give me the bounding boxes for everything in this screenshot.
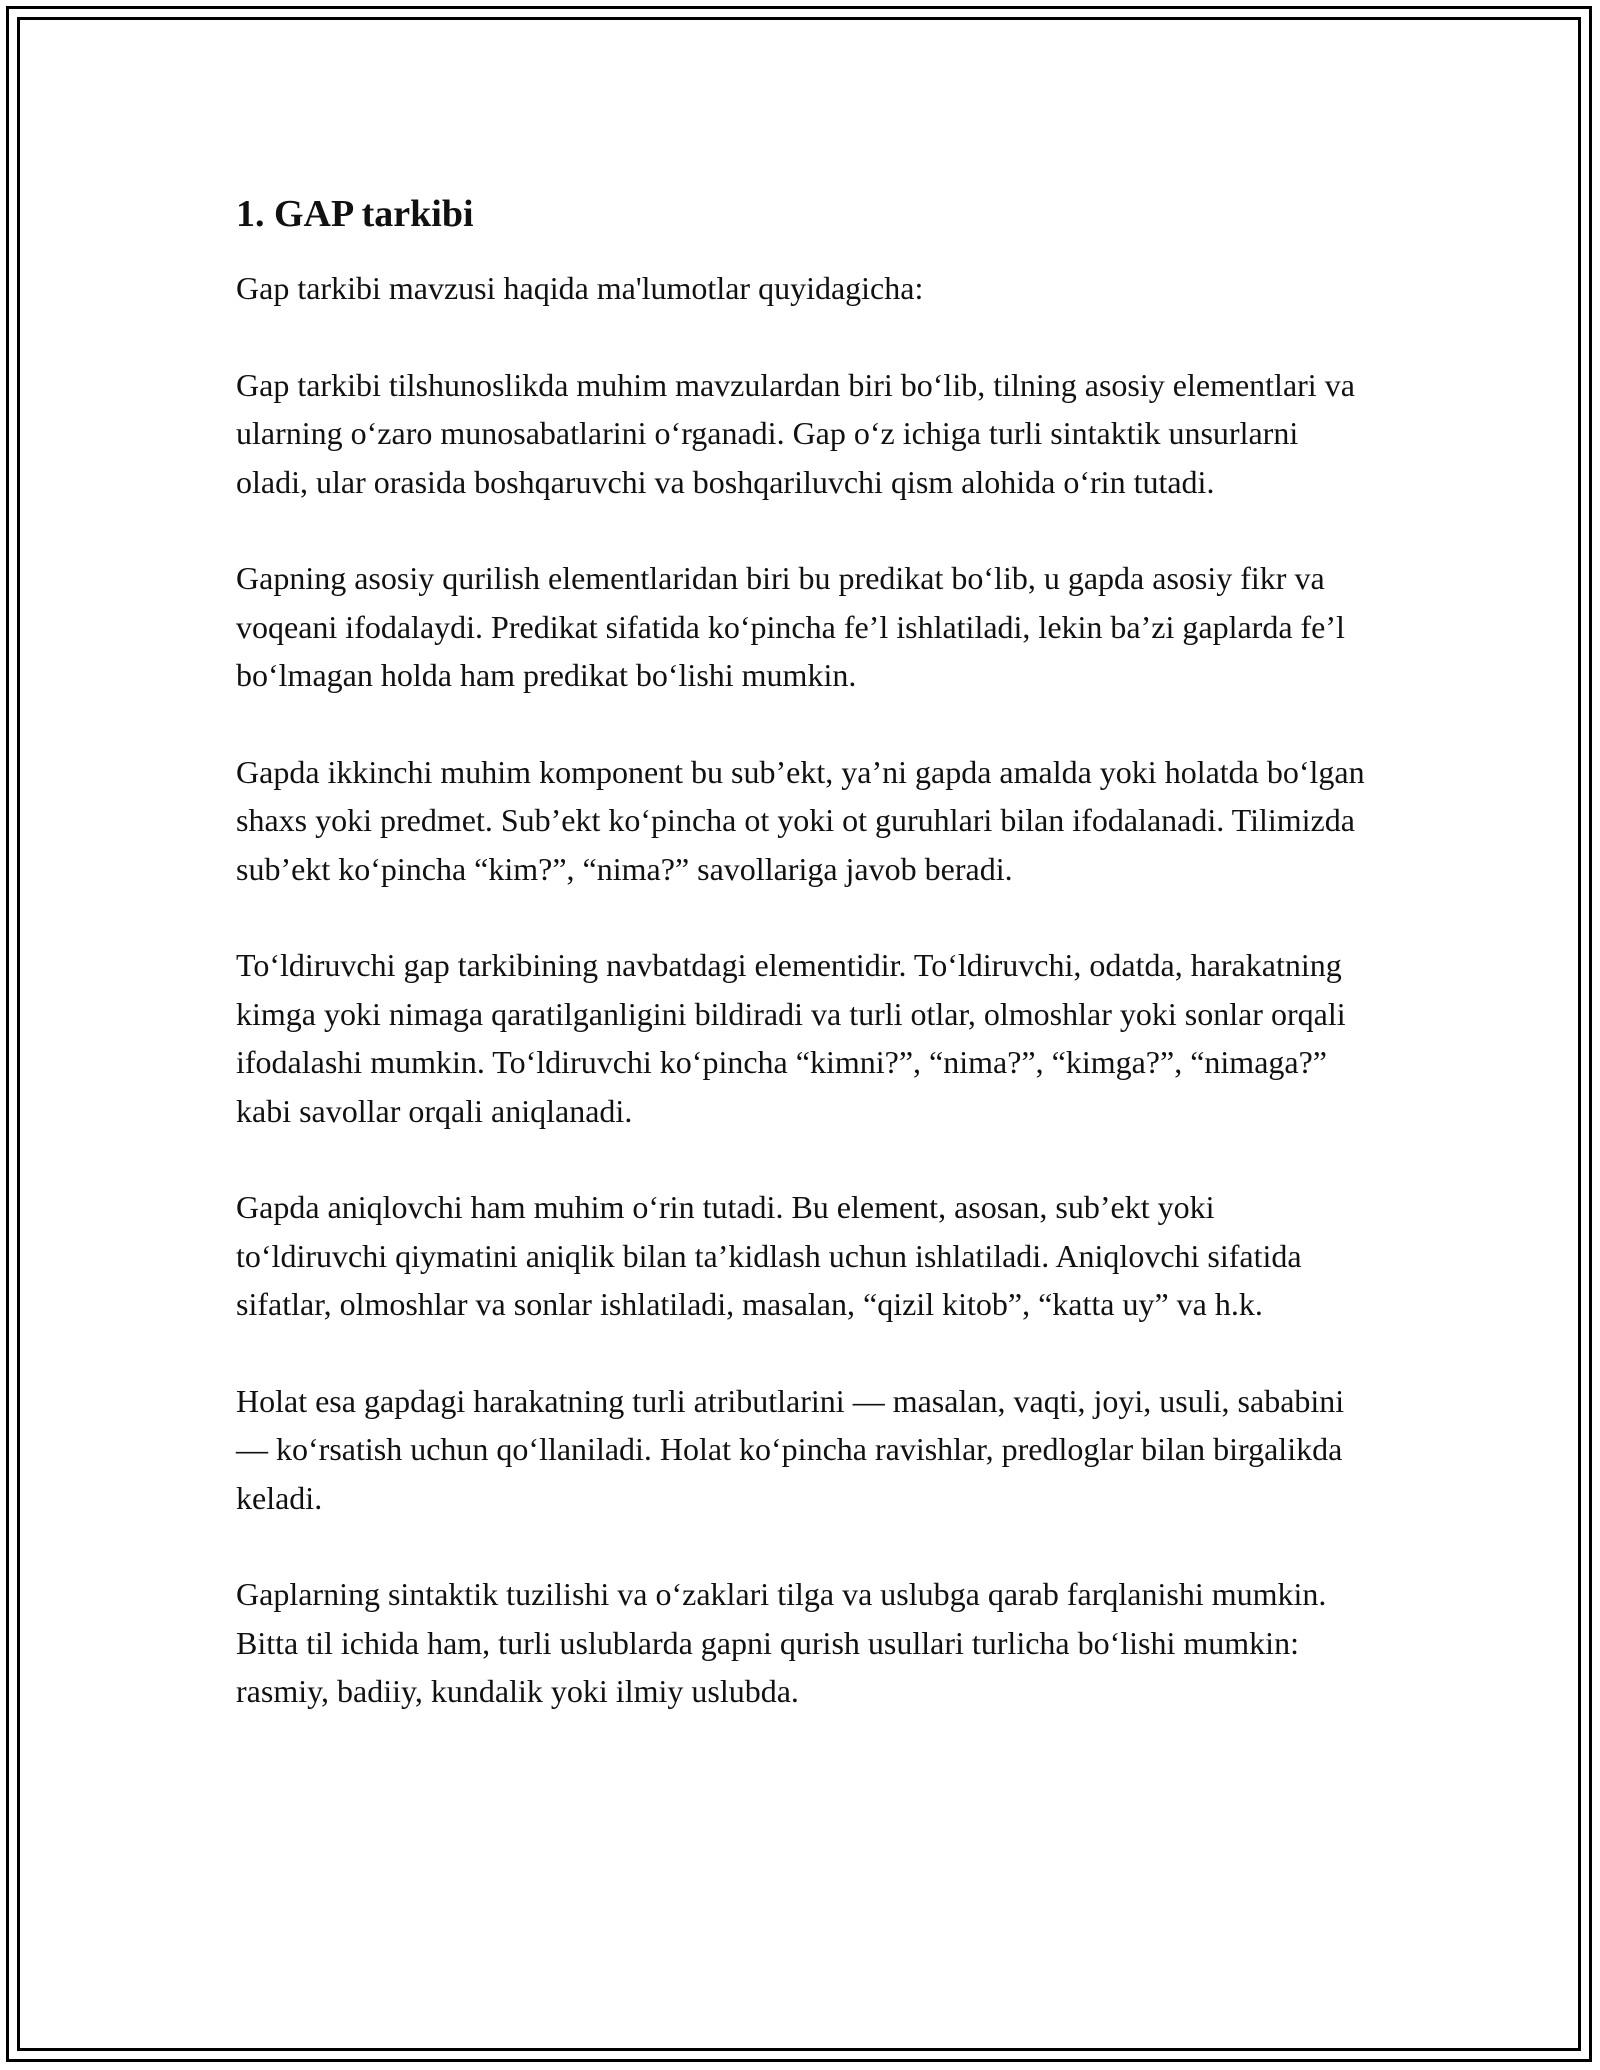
paragraph-syntax-styles: Gaplarning sintaktik tuzilishi va o‘zaklari tilga va uslubga qarab farqlanishi mumkin. Bitta til ichida ham, turli uslublarda gapni qurish usullari turlicha bo‘lishi mumkin: rasmiy, badiiy, kundalik yoki ilmiy uslubda. (236, 1576, 1327, 1709)
document-body (236, 190, 1366, 1764)
paragraph-attribute: Gapda aniqlovchi ham muhim o‘rin tutadi. Bu element, asosan, sub’ekt yoki to‘ldiruvchi qiymatini aniqlik bilan ta’kidlash uchun ishlatiladi. Aniqlovchi sifatida sifatlar, olmoshlar va sonlar ishlatiladi, masalan, “qizil kitob”, “katta uy” va h.k. (236, 1189, 1302, 1322)
section-heading: 1. GAP tarkibi (236, 193, 474, 235)
paragraph-subject: Gapda ikkinchi muhim komponent bu sub’ekt, ya’ni gapda amalda yoki holatda bo‘lgan shaxs yoki predmet. Sub’ekt ko‘pincha ot yoki ot guruhlari bilan ifodalanadi. Tilimizda sub’ekt ko‘pincha “kim?”, “nima?” savollariga javob beradi. (236, 753, 1365, 887)
intro-paragraph: Gap tarkibi mavzusi haqida ma'lumotlar quyidagicha: (236, 270, 924, 306)
paragraph-predicate: Gapning asosiy qurilish elementlaridan biri bu predikat bo‘lib, u gapda asosiy fikr va voqeani ifodalaydi. Predikat sifatida ko‘pincha fe’l ishlatiladi, lekin ba’zi gaplarda fe’l bo‘lmagan holda ham predikat bo‘lishi mumkin. (236, 560, 1345, 693)
paragraph-object: To‘ldiruvchi gap tarkibining navbatdagi elementidir. To‘ldiruvchi, odatda, harakatning kimga yoki nimaga qaratilganligini bildiradi va turli otlar, olmoshlar yoki sonlar orqali ifodalashi mumkin. To‘ldiruvchi ko‘pincha “kimni?”, “nima?”, “kimga?”, “nimaga?” kabi savollar orqali aniqlanadi. (236, 947, 1346, 1129)
paragraph-overview: Gap tarkibi tilshunoslikda muhim mavzulardan biri bo‘lib, tilning asosiy elementlari va ularning o‘zaro munosabatlarini o‘rganadi. Gap o‘z ichiga turli sintaktik unsurlarni oladi, ular orasida boshqaruvchi va boshqariluvchi qism alohida o‘rin tutadi. (236, 366, 1355, 500)
paragraph-adverbial: Holat esa gapdagi harakatning turli atributlarini — masalan, vaqti, joyi, usuli, sababini — ko‘rsatish uchun qo‘llaniladi. Holat ko‘pincha ravishlar, predloglar bilan birgalikda keladi. (236, 1382, 1345, 1516)
